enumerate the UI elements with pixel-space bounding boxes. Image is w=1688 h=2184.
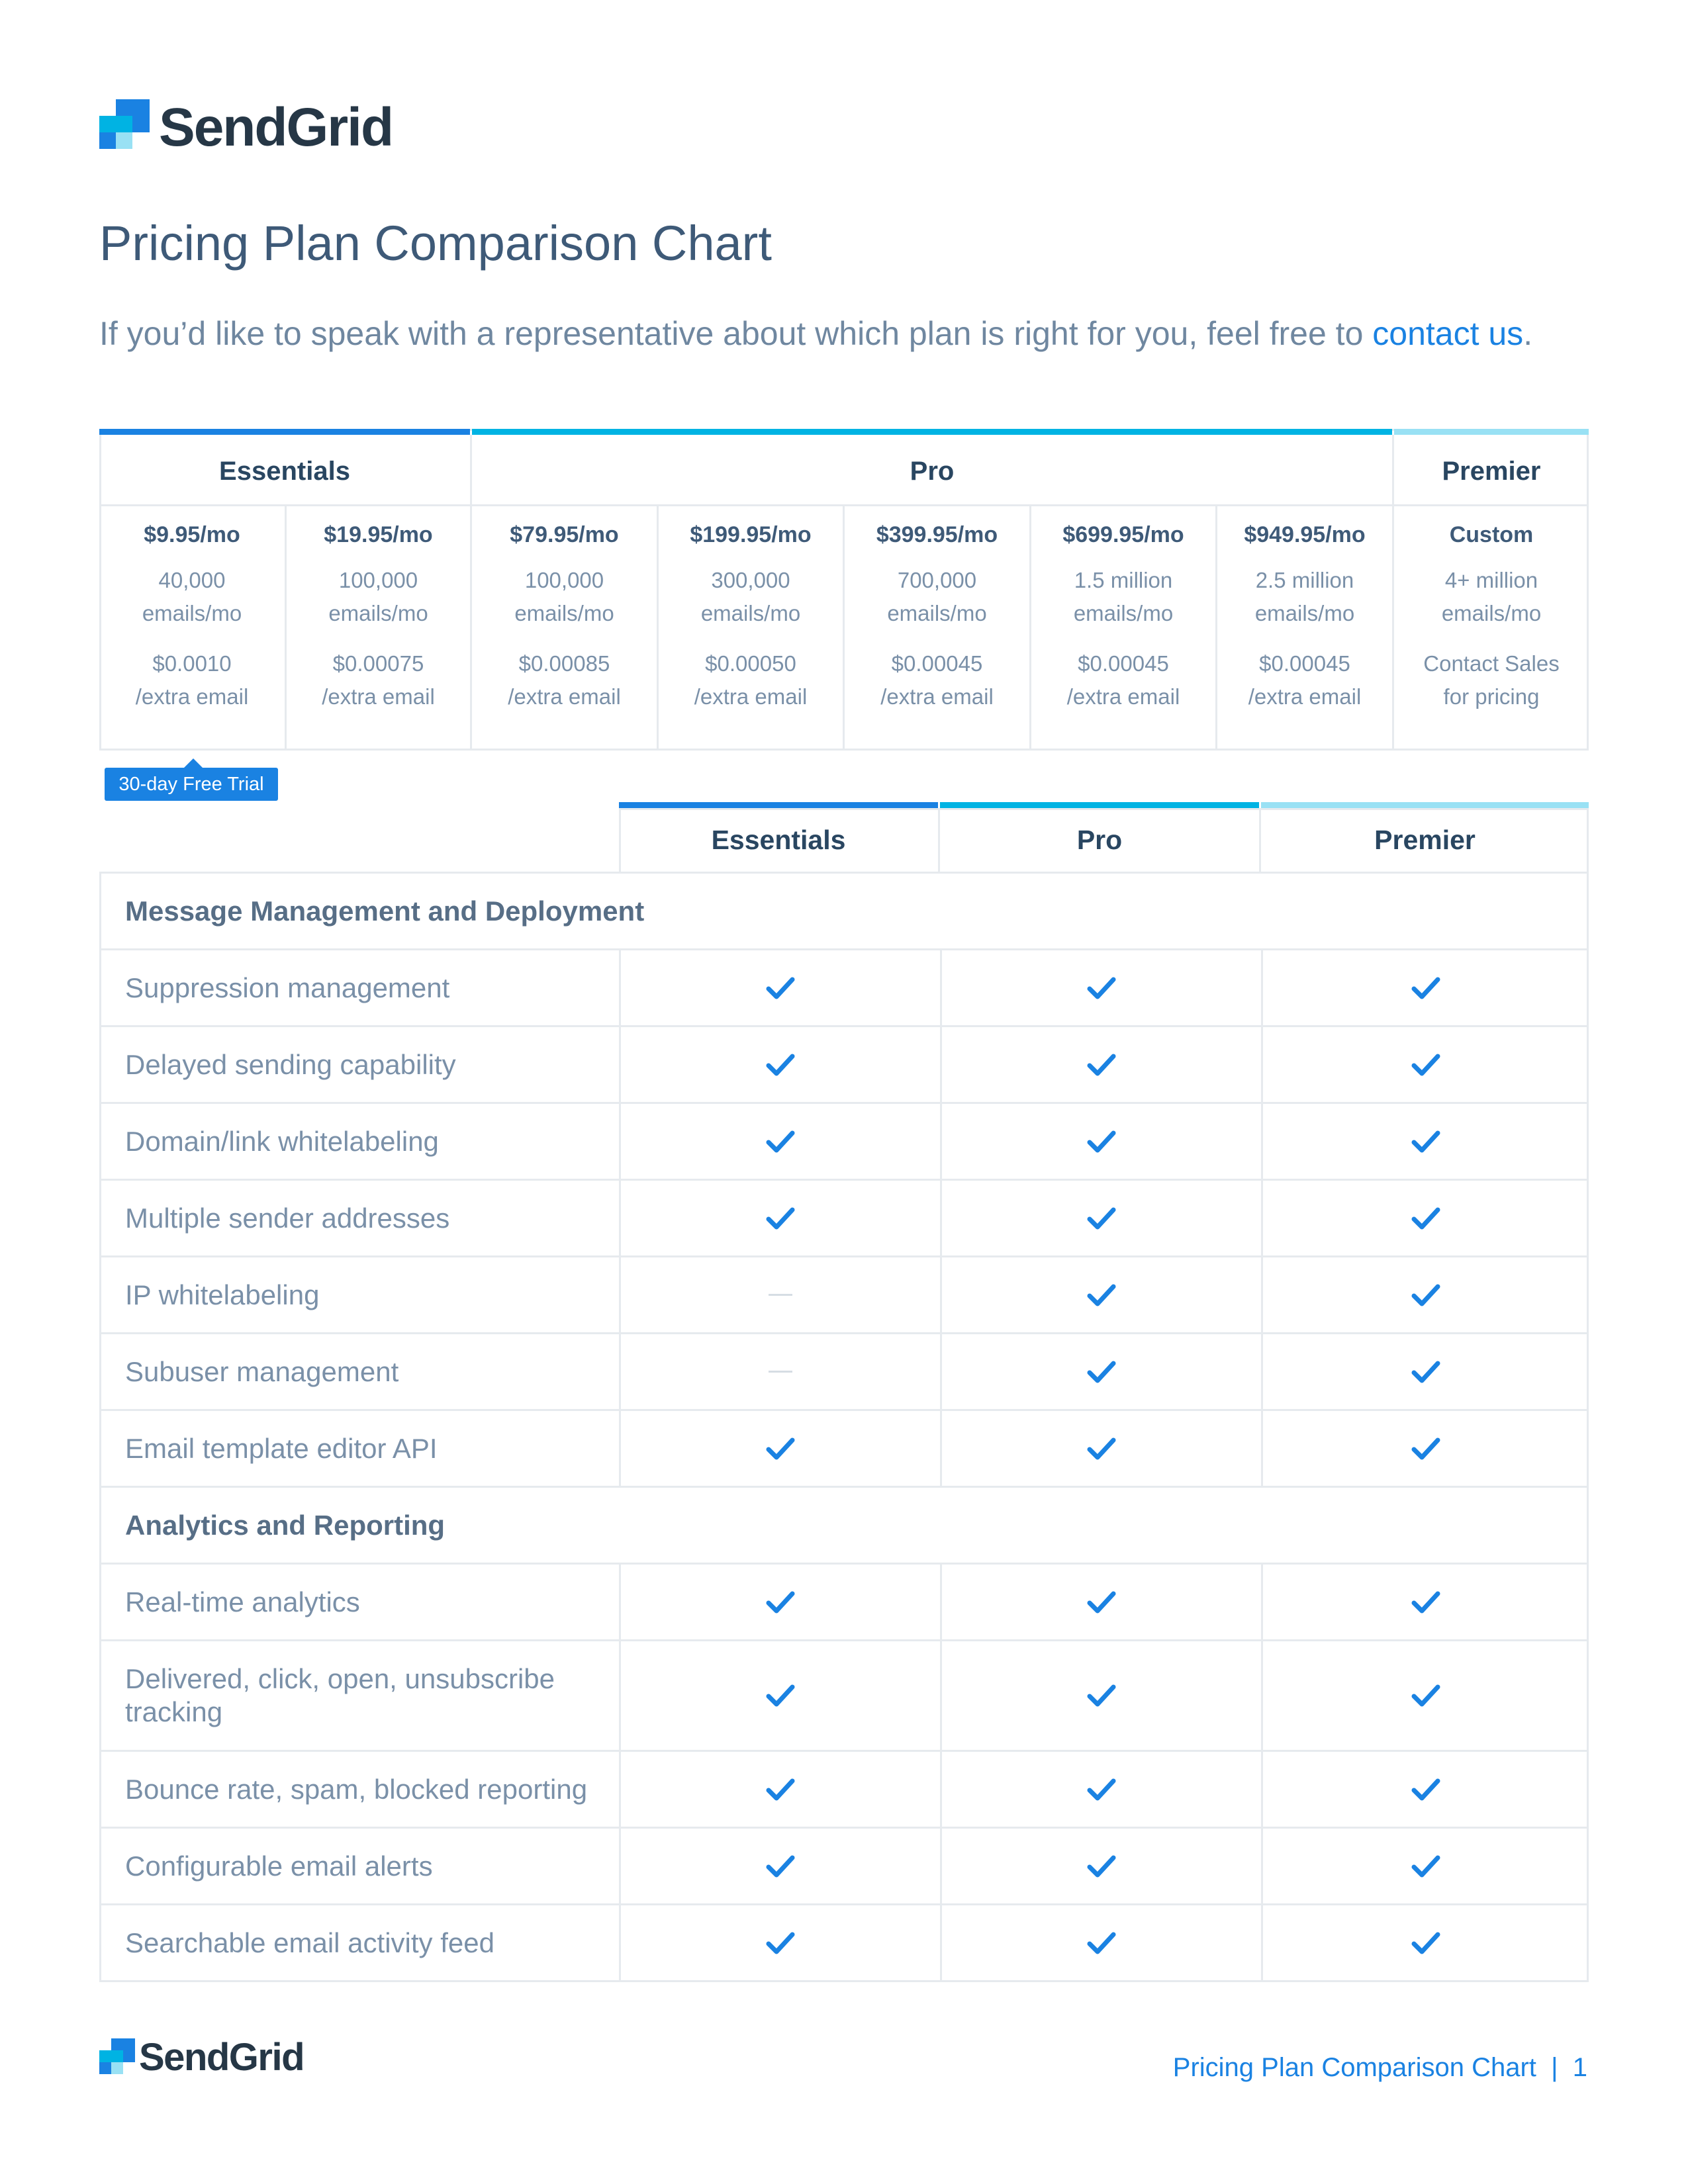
checkmark-icon	[766, 1590, 795, 1614]
checkmark-icon	[1411, 1130, 1440, 1154]
feature-cell-essentials	[621, 1027, 940, 1102]
pricing-tier	[1217, 510, 1392, 713]
checkmark-icon	[1087, 1854, 1116, 1878]
feature-comparison-table	[99, 872, 1589, 1980]
feature-row	[99, 1104, 1589, 1181]
page-subtitle: If you’d like to speak with a representative about which plan is right for you, feel free to contact us.	[99, 315, 1533, 352]
tier-volume: 2.5 million	[1255, 568, 1354, 592]
feature-row	[99, 1027, 1589, 1104]
feature-cell-premier	[1263, 1752, 1589, 1827]
contact-us-link[interactable]: contact us	[1372, 315, 1524, 352]
feature-row	[99, 1565, 1589, 1641]
premier-accent-bar	[1394, 429, 1589, 435]
tier-overage-price: $0.0010	[152, 651, 232, 676]
tier-volume-unit: emails/mo	[514, 601, 614, 625]
tier-overage-unit: /extra email	[508, 684, 621, 709]
checkmark-icon	[766, 1053, 795, 1077]
pricing-tier	[845, 510, 1029, 713]
tier-overage-price: $0.00045	[891, 651, 983, 676]
feature-label: Multiple sender addresses	[125, 1202, 450, 1234]
feature-label: Domain/link whitelabeling	[125, 1125, 439, 1157]
feature-cell-essentials	[621, 1181, 940, 1255]
checkmark-icon	[1411, 1590, 1440, 1614]
feature-label: Email template editor API	[125, 1432, 438, 1464]
feature-cell-essentials	[621, 1565, 940, 1639]
checkmark-icon	[1087, 1778, 1116, 1801]
checkmark-icon	[1411, 1206, 1440, 1230]
feature-label: Bounce rate, spam, blocked reporting	[125, 1773, 588, 1805]
checkmark-icon	[1087, 1283, 1116, 1307]
feature-label: Real-time analytics	[125, 1586, 360, 1617]
feature-row	[99, 1411, 1589, 1488]
tier-price: $9.95/mo	[144, 522, 240, 547]
tier-volume-unit: emails/mo	[142, 601, 242, 625]
checkmark-icon	[1087, 1931, 1116, 1955]
tier-volume-unit: emails/mo	[700, 601, 801, 625]
checkmark-icon	[1411, 1283, 1440, 1307]
tier-overage-price: $0.00045	[1078, 651, 1169, 676]
feature-cell-pro	[942, 1752, 1261, 1827]
feature-cell-essentials	[621, 1334, 940, 1409]
feature-cell-premier	[1263, 1257, 1589, 1332]
tier-overage-unit: /extra email	[1066, 684, 1180, 709]
feature-label: Delayed sending capability	[125, 1048, 456, 1080]
feature-cell-premier	[1263, 950, 1589, 1025]
checkmark-icon	[766, 1854, 795, 1878]
tier-volume: 700,000	[897, 568, 977, 592]
feature-cell-essentials	[621, 1411, 940, 1486]
feature-row	[99, 1752, 1589, 1829]
feature-cell-premier	[1263, 1641, 1589, 1750]
tier-volume: 4+ million	[1444, 568, 1538, 592]
feature-label: IP whitelabeling	[125, 1279, 320, 1310]
footer-sendgrid-logo-text: SendGrid	[139, 2036, 305, 2079]
section-header: Analytics and Reporting	[99, 1488, 1589, 1565]
plan-header-premier: Premier	[1442, 456, 1541, 486]
feature-cell-essentials	[621, 1752, 940, 1827]
free-trial-badge: 30-day Free Trial	[105, 768, 278, 801]
checkmark-icon	[766, 1778, 795, 1801]
tier-volume-unit: emails/mo	[328, 601, 428, 625]
trial-badge-pointer	[184, 758, 203, 768]
checkmark-icon	[1087, 1206, 1116, 1230]
tier-overage-unit: /extra email	[880, 684, 994, 709]
pro-column-accent	[940, 802, 1259, 808]
feature-cell-pro	[942, 1181, 1261, 1255]
tier-overage-unit: for pricing	[1443, 684, 1540, 709]
feature-row	[99, 1641, 1589, 1752]
column-header-essentials: Essentials	[711, 824, 846, 855]
feature-row	[99, 1829, 1589, 1905]
feature-cell-premier	[1263, 1905, 1589, 1980]
tier-volume-unit: emails/mo	[887, 601, 987, 625]
feature-label: Suppression management	[125, 972, 450, 1003]
checkmark-icon	[1411, 1684, 1440, 1707]
tier-volume: 300,000	[711, 568, 790, 592]
feature-cell-pro	[942, 1829, 1261, 1903]
checkmark-icon	[766, 1684, 795, 1707]
checkmark-icon	[1411, 1931, 1440, 1955]
feature-cell-essentials	[621, 950, 940, 1025]
premier-column-accent	[1261, 802, 1589, 808]
checkmark-icon	[766, 1206, 795, 1230]
tier-price: $699.95/mo	[1062, 522, 1184, 547]
checkmark-icon	[1087, 1684, 1116, 1707]
pro-accent-bar	[472, 429, 1392, 435]
feature-cell-essentials	[621, 1829, 940, 1903]
checkmark-icon	[1087, 1437, 1116, 1461]
feature-cell-pro	[942, 1027, 1261, 1102]
tier-volume: 100,000	[338, 568, 418, 592]
feature-cell-essentials	[621, 1905, 940, 1980]
tier-price: $949.95/mo	[1244, 522, 1366, 547]
checkmark-icon	[766, 1130, 795, 1154]
feature-row	[99, 950, 1589, 1027]
tier-overage-price: $0.00085	[518, 651, 610, 676]
checkmark-icon	[1087, 1130, 1116, 1154]
feature-cell-premier	[1263, 1829, 1589, 1903]
tier-overage-price: Contact Sales	[1423, 651, 1560, 676]
tier-volume-unit: emails/mo	[1441, 601, 1542, 625]
feature-row	[99, 1257, 1589, 1334]
feature-cell-pro	[942, 1565, 1261, 1639]
tier-overage-price: $0.00045	[1259, 651, 1350, 676]
sendgrid-logo-icon	[99, 99, 150, 150]
feature-label: Subuser management	[125, 1355, 399, 1387]
essentials-column-accent	[619, 802, 938, 808]
checkmark-icon	[766, 1931, 795, 1955]
checkmark-icon	[1411, 1360, 1440, 1384]
checkmark-icon	[1087, 976, 1116, 1000]
checkmark-icon	[1411, 1778, 1440, 1801]
tier-overage-price: $0.00075	[332, 651, 424, 676]
feature-cell-premier	[1263, 1411, 1589, 1486]
checkmark-icon	[1411, 976, 1440, 1000]
feature-cell-pro	[942, 1641, 1261, 1750]
feature-cell-pro	[942, 1334, 1261, 1409]
pricing-tier	[472, 510, 657, 713]
feature-cell-premier	[1263, 1334, 1589, 1409]
feature-cell-premier	[1263, 1181, 1589, 1255]
feature-row	[99, 1905, 1589, 1982]
footer-label: Pricing Plan Comparison Chart | 1	[1172, 2053, 1587, 2082]
feature-cell-pro	[942, 1905, 1261, 1980]
feature-cell-pro	[942, 1411, 1261, 1486]
tier-volume-unit: emails/mo	[1073, 601, 1174, 625]
feature-label: Configurable email alerts	[125, 1850, 433, 1882]
tier-price: $79.95/mo	[510, 522, 619, 547]
plan-header-pro: Pro	[910, 456, 955, 486]
column-header-premier: Premier	[1374, 824, 1476, 855]
feature-label: Searchable email activity feed	[125, 1927, 494, 1958]
checkmark-icon	[766, 1437, 795, 1461]
tier-volume: 1.5 million	[1074, 568, 1173, 592]
feature-label: Delivered, click, open, unsubscribe tracking	[125, 1663, 555, 1727]
checkmark-icon	[1087, 1053, 1116, 1077]
feature-cell-pro	[942, 1104, 1261, 1179]
dash-icon	[769, 1294, 792, 1296]
sendgrid-logo-text: SendGrid	[159, 97, 393, 158]
checkmark-icon	[1087, 1360, 1116, 1384]
checkmark-icon	[766, 976, 795, 1000]
tier-price: $19.95/mo	[324, 522, 433, 547]
section-header: Message Management and Deployment	[99, 874, 1589, 950]
feature-cell-pro	[942, 950, 1261, 1025]
tier-overage-unit: /extra email	[694, 684, 808, 709]
tier-overage-unit: /extra email	[322, 684, 435, 709]
feature-cell-premier	[1263, 1565, 1589, 1639]
tier-price: $399.95/mo	[876, 522, 998, 547]
feature-row	[99, 1181, 1589, 1257]
checkmark-icon	[1411, 1053, 1440, 1077]
feature-cell-premier	[1263, 1104, 1589, 1179]
plan-header-essentials: Essentials	[219, 456, 350, 486]
feature-cell-premier	[1263, 1027, 1589, 1102]
tier-overage-unit: /extra email	[1248, 684, 1362, 709]
tier-price: Custom	[1449, 522, 1534, 547]
tier-overage-price: $0.00050	[705, 651, 796, 676]
feature-cell-pro	[942, 1257, 1261, 1332]
pricing-tier	[1394, 510, 1589, 713]
pricing-tier	[1031, 510, 1215, 713]
checkmark-icon	[1411, 1854, 1440, 1878]
checkmark-icon	[1411, 1437, 1440, 1461]
dash-icon	[769, 1371, 792, 1373]
feature-cell-essentials	[621, 1104, 940, 1179]
checkmark-icon	[1087, 1590, 1116, 1614]
tier-volume: 40,000	[158, 568, 226, 592]
feature-row	[99, 1334, 1589, 1411]
pricing-tier	[99, 510, 285, 713]
essentials-accent-bar	[99, 429, 470, 435]
tier-price: $199.95/mo	[690, 522, 812, 547]
tier-volume: 100,000	[524, 568, 604, 592]
footer-sendgrid-logo-icon	[99, 2038, 135, 2074]
tier-overage-unit: /extra email	[135, 684, 249, 709]
page-title: Pricing Plan Comparison Chart	[99, 216, 772, 271]
column-header-pro: Pro	[1076, 824, 1123, 855]
tier-volume-unit: emails/mo	[1254, 601, 1355, 625]
feature-cell-essentials	[621, 1257, 940, 1332]
pricing-tier	[659, 510, 843, 713]
feature-cell-essentials	[621, 1641, 940, 1750]
pricing-tier	[287, 510, 470, 713]
